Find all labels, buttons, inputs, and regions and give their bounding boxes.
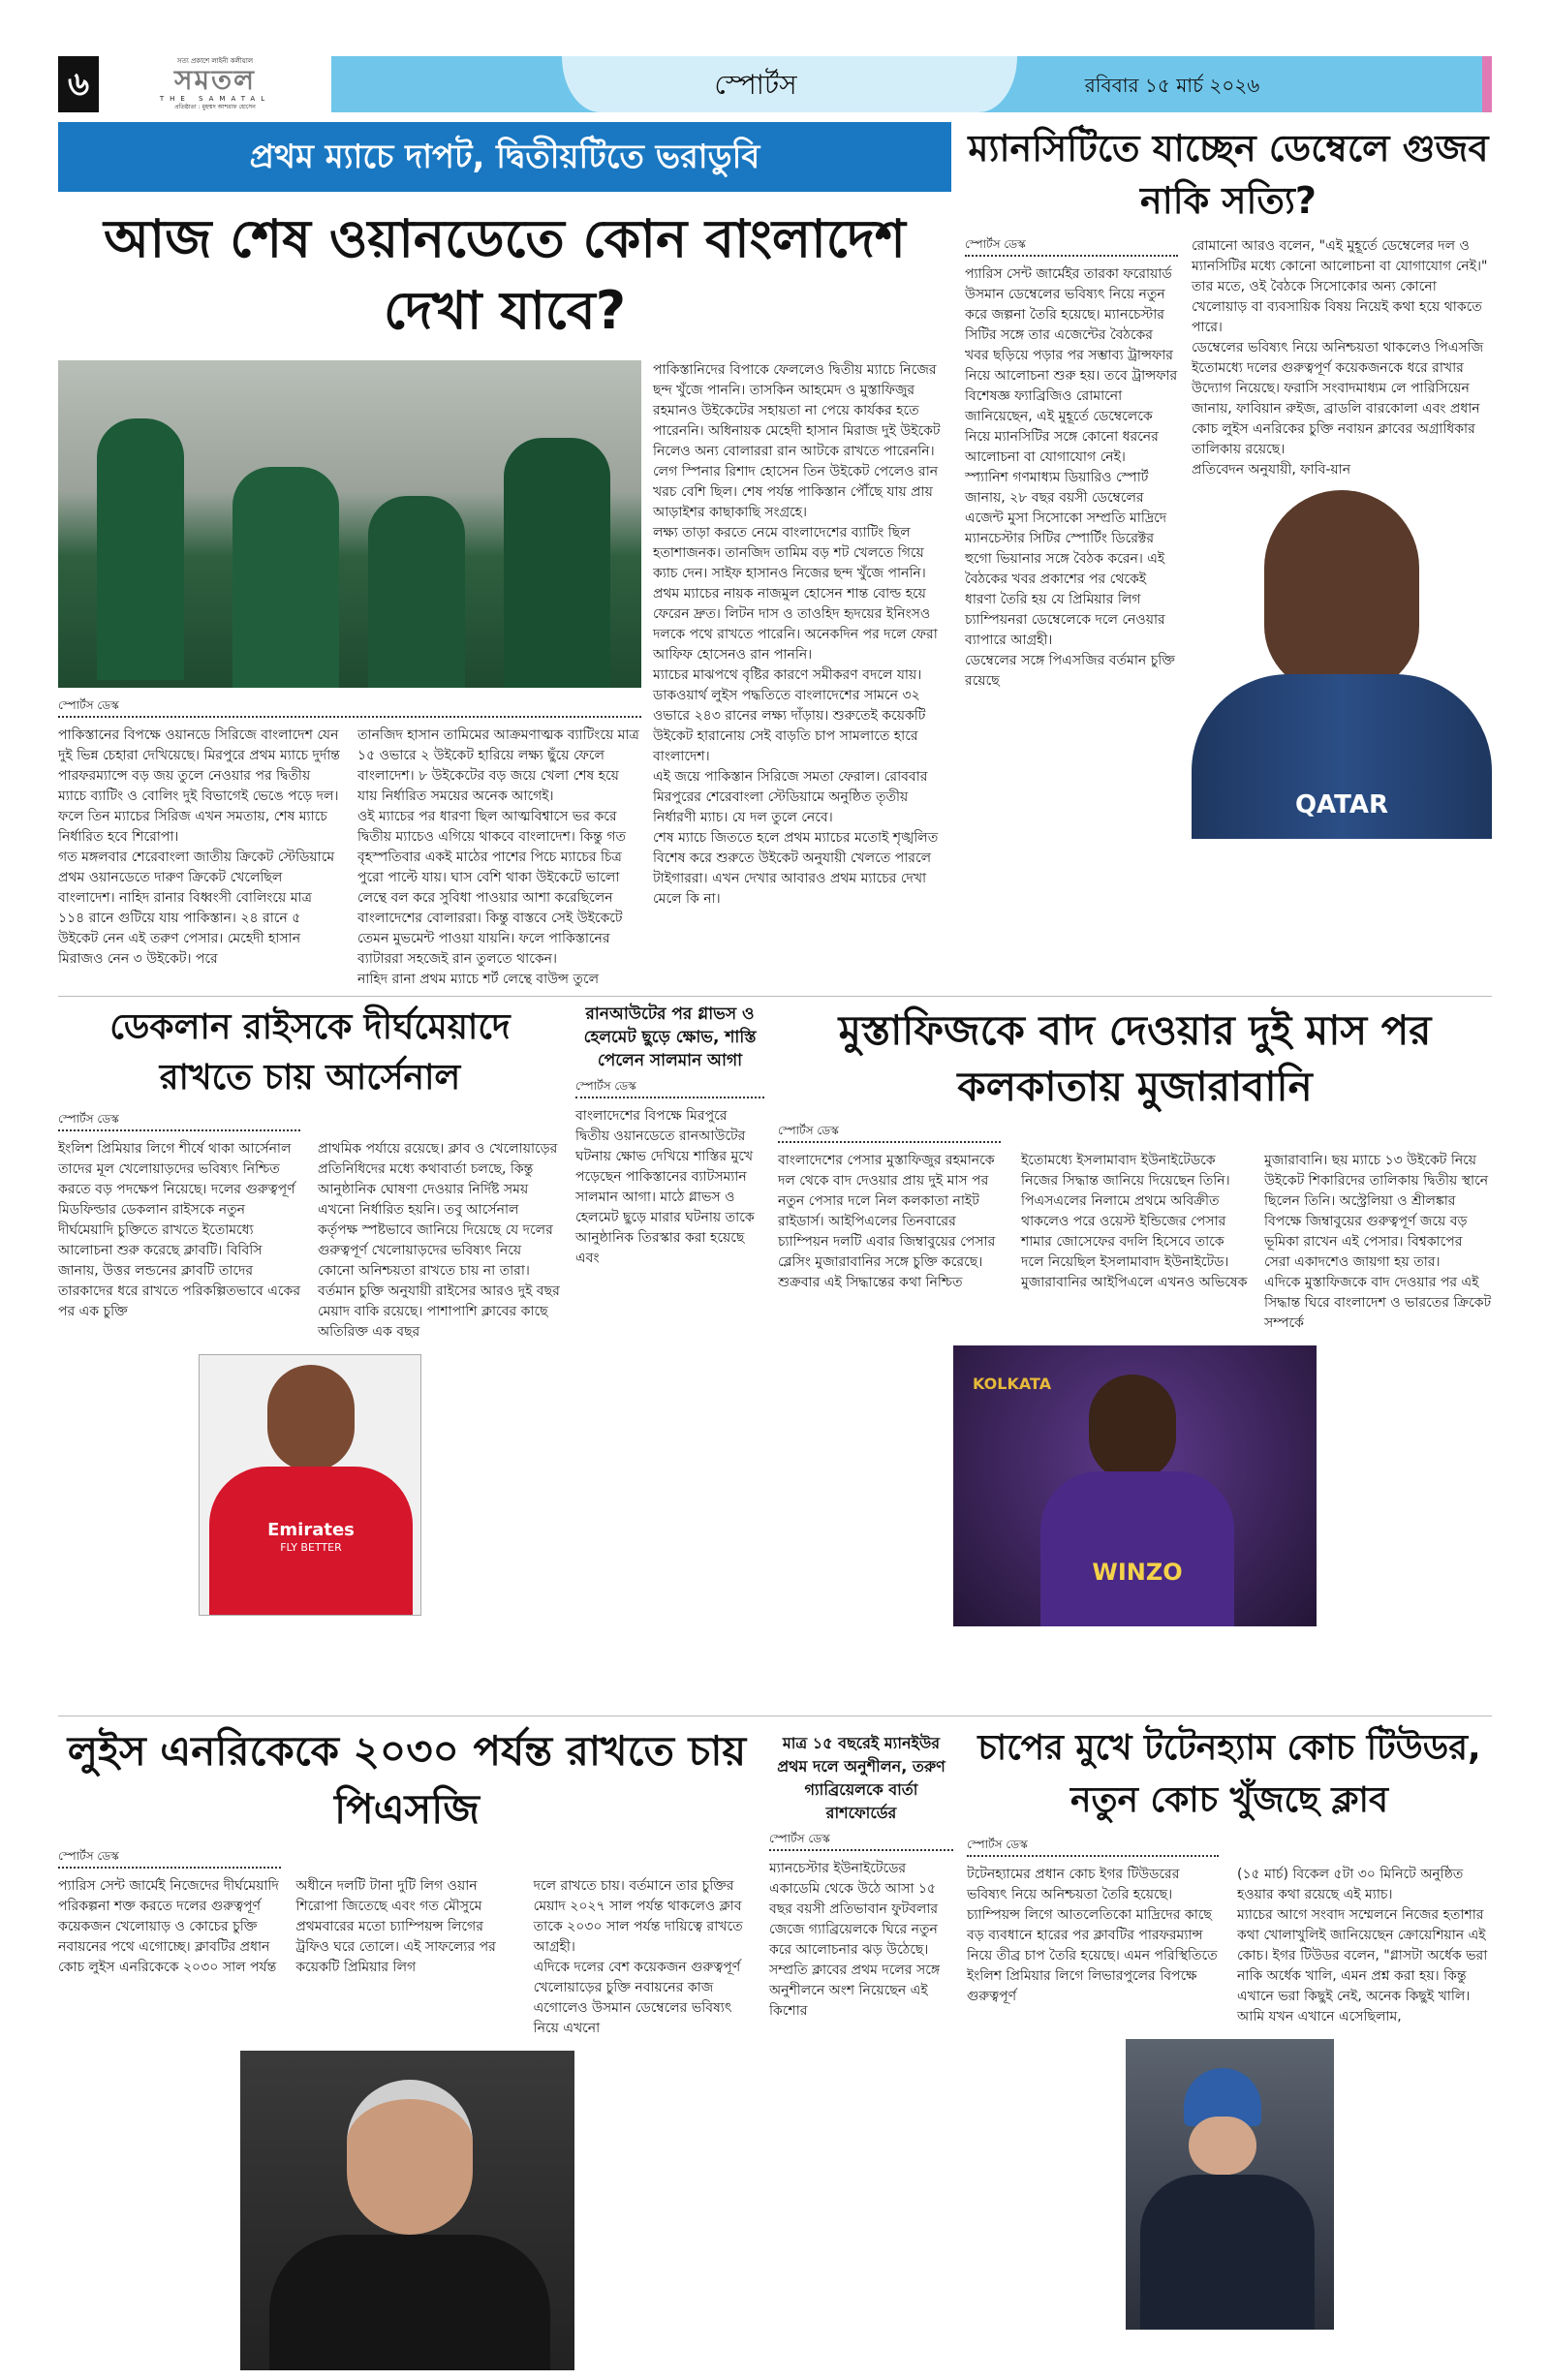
enrique-column-1 (58, 1876, 280, 1978)
paragraph: প্যারিস সেন্ট জার্মেই নিজেদের দীর্ঘমেয়াদি পরিকল্পনা শক্ত করতে দলের গুরুত্বপূর্ণ কয়েকজন খেলোয়াড় ও কোচের চুক্তি নবায়নের পথে এগোচ্ছে। ক্লাবটির প্রধান কোচ লুইস এনরিকেকে ২০৩০ সাল পর্যন্ত (58, 1878, 279, 1975)
lead-column-3 (653, 360, 951, 910)
page-content (58, 122, 1492, 2370)
divider (58, 1715, 1492, 1716)
mujarabani-photo (953, 1345, 1317, 1626)
dembele-headline: ম্যানসিটিতে যাচ্ছেন ডেম্বেলে গুজব নাকি সত্যি? (968, 127, 1489, 222)
paragraph: বাংলাদেশের পেসার মুস্তাফিজুর রহমানকে দল থেকে বাদ দেওয়ার প্রায় দুই মাস পর নতুন পেসার দলে নিল কলকাতা নাইট রাইডার্স। আইপিএলের তিনবারের চ্যাম্পিয়ন দলটি এবার জিম্বাবুয়ের পেসার ব্লেসিং মুজারাবানির সঙ্গে চুক্তি করেছে। শুক্রবার এই সিদ্ধান্তের কথা নিশ্চিত (778, 1153, 996, 1290)
header-accent-tab (1482, 56, 1492, 112)
rice-shirt-slogan: FLY BETTER (280, 1541, 342, 1554)
dembele-shirt-sponsor: QATAR (1294, 790, 1389, 819)
paragraph: শেষ ম্যাচে জিততে হলে প্রথম ম্যাচের মতোই শৃঙ্খলিত বিশেষ করে শুরুতে উইকেট অনুযায়ী খেলতে পারলে টাইগাররা। এখন দেখার আবারও প্রথম ম্যাচের দেখা মেলে কি না। (653, 830, 939, 907)
enrique-photo (240, 2051, 574, 2370)
enrique-article (58, 1722, 756, 2370)
mustafiz-byline: স্পোর্টস ডেস্ক (778, 1123, 1001, 1143)
section-title: স্পোর্টস (714, 69, 797, 101)
mustafiz-column-1 (778, 1151, 1006, 1293)
paragraph: লক্ষ্য তাড়া করতে নেমে বাংলাদেশের ব্যাটিং ছিল হতাশাজনক। তানজিদ তামিম বড় শট খেলতে গিয়ে ক্যাচ দেন। সাইফ হাসানও নিজের ছন্দ খুঁজে পাননি। প্রথম ম্যাচের নায়ক নাজমুল হোসেন শান্ত বোল্ড হয়ে ফেরেন দ্রুত। লিটন দাস ও তাওহিদ হৃদয়ের ইনিংসও দলকে পথে রাখতে পারেনি। অনেকদিন পর দলে ফেরা আফিফ হোসেনও রান পাননি। (653, 525, 938, 663)
paragraph: অধীনে দলটি টানা দুটি লিগ ওয়ান শিরোপা জিতেছে এবং গত মৌসুমে প্রথমবারের মতো চ্যাম্পিয়ন্স লিগের ট্রফিও ঘরে তোলে। এই সাফল্যের পর কয়েকটি প্রিমিয়ার লিগ (295, 1878, 496, 1975)
mustafiz-column-2 (1021, 1151, 1249, 1293)
paragraph: ইতোমধ্যে ইসলামাবাদ ইউনাইটেডকে নিজের সিদ্ধান্ত জানিয়ে দিয়েছেন তিনি। পিএসএলের নিলামে প্রথমে অবিক্রীত থাকলেও পরে ওয়েস্ট ইন্ডিজের পেসার শামার জোসেফের বদলি হিসেবে তাকে দলে নিয়েছিল ইসলামাবাদ ইউনাইটেড। মুজারাবানির আইপিএলে এখনও অভিষেক (1021, 1153, 1248, 1290)
paragraph: পাকিস্তানিদের বিপাকে ফেললেও দ্বিতীয় ম্যাচে নিজের ছন্দ খুঁজে পাননি। তাসকিন আহমেদ ও মুস্তাফিজুর রহমানও উইকেটের সহায়তা না পেয়ে কার্যকর হতে পারেননি। অধিনায়ক মেহেদী হাসান মিরাজ দুই উইকেট নিলেও অন্য বোলাররা রান আটকে রাখতে পারেননি। লেগ স্পিনার রিশাদ হোসেন তিন উইকেট পেলেও রান খরচ বেশি ছিল। শেষ পর্যন্ত পাকিস্তান পৌঁছে যায় প্রায় আড়াইশর কাছাকাছি সংগ্রহে। (653, 362, 941, 520)
paragraph: ম্যাচের মাঝপথে বৃষ্টির কারণে সমীকরণ বদলে যায়। ডাকওয়ার্থ লুইস পদ্ধতিতে বাংলাদেশের সামনে ৩২ ওভারে ২৪৩ রানের লক্ষ্য দাঁড়ায়। শুরুতেই কয়েকটি উইকেট হারানোয় সেই বাড়তি চাপ সামলাতে হারে বাংলাদেশ। (653, 667, 926, 764)
mustafiz-column-3 (1264, 1151, 1492, 1334)
logo-tagline: সত্য প্রকাশে লাইনী কলীয়াল (176, 57, 254, 65)
dembele-byline: স্পোর্টস ডেস্ক (965, 236, 1178, 257)
tudor-photo (1126, 2039, 1334, 2330)
rice-article (58, 1003, 562, 1616)
tudor-column-1 (967, 1865, 1222, 2007)
paragraph: প্রতিবেদন অনুযায়ী, ফাবি-য়ান (1192, 462, 1351, 478)
mustafiz-headline: মুস্তাফিজকে বাদ দেওয়ার দুই মাস পর কলকাতায় মুজারাবানি (838, 1006, 1432, 1110)
paragraph: বর্তমান চুক্তি অনুযায়ী রাইসের আরও দুই বছর মেয়াদ বাকি রয়েছে। পাশাপাশি ক্লাবের কাছে অতিরিক্ত এক বছর (318, 1283, 560, 1340)
rice-column-1 (58, 1139, 302, 1322)
paragraph: ওই ম্যাচের পর ধারণা ছিল আত্মবিশ্বাসে ভর করে দ্বিতীয় ম্যাচেও এগিয়ে থাকবে বাংলাদেশ। কিন্তু গত বৃহস্পতিবার একই মাঠের পাশের পিচে ম্যাচের চিত্র পুরো পাল্টে যায়। ঘাস বেশি থাকা উইকেটে ভালো লেন্থে বল করে সুবিধা পাওয়ার আশা করেছিলেন বাংলাদেশের বোলাররা। কিন্তু বাস্তবে সেই উইকেটে তেমন মুভমেন্ট পাওয়া যায়নি। ফলে পাকিস্তানের ব্যাটাররা সহজেই রান তুলতে থাকেন। (357, 809, 626, 967)
paragraph: রোমানো আরও বলেন, "এই মুহূর্তে ডেম্বেলের দল ও ম্যানসিটির মধ্যে কোনো আলোচনা বা যোগাযোগ নেই।" তার মতে, ওই বৈঠকে সিসোকোর অন্য কোনো খেলোয়াড় বা ব্যবসায়িক বিষয় নিয়েই কথা হয়ে থাকতে পারে। (1192, 238, 1488, 335)
paragraph: এদিকে দলের বেশ কয়েকজন গুরুত্বপূর্ণ খেলোয়াড়ের চুক্তি নবায়নের কাজ এগোলেও উসমান ডেম্বেলের ভবিষ্যৎ নিয়ে এখনো (533, 1960, 741, 2036)
paragraph: ম্যানচেস্টার ইউনাইটেডের একাডেমি থেকে উঠে আসা ১৫ বছর বয়সী প্রতিভাবান ফুটবলার জেজে গ্যাব্রিয়েলকে ঘিরে নতুন করে আলোচনার ঝড় উঠেছে। সম্প্রতি ক্লাবের প্রথম দলের সঙ্গে অনুশীলনে অংশ নিয়েছেন এই কিশোর (769, 1861, 941, 2019)
agha-byline: স্পোর্টস ডেস্ক (575, 1078, 764, 1098)
gabriel-byline: স্পোর্টস ডেস্ক (769, 1831, 953, 1851)
gabriel-column-1 (769, 1859, 953, 2022)
tudor-article (967, 1722, 1492, 2330)
paragraph: বাংলাদেশের বিপক্ষে মিরপুরে দ্বিতীয় ওয়ানডেতে রানআউটের ঘটনায় ক্ষোভ দেখিয়ে শাস্তির মুখে পড়েছেন পাকিস্তানের ব্যাটসম্যান সালমান আগা। মাঠে গ্লাভস ও হেলমেট ছুড়ে মারার ঘটনায় তাকে আনুষ্ঠানিক তিরস্কার করা হয়েছে এবং (575, 1108, 755, 1266)
paragraph: এই জয়ে পাকিস্তান সিরিজে সমতা ফেরাল। রোববার মিরপুরের শেরেবাংলা স্টেডিয়ামে অনুষ্ঠিত তৃতীয় নির্ধারণী ম্যাচ। যে দল তুলে নেবে। (653, 769, 928, 825)
logo-publisher: প্রতিষ্ঠাতা : মুহম্মদ আশরাফ হোসেন (174, 104, 256, 110)
dembele-photo (1192, 490, 1492, 839)
tudor-byline: স্পোর্টস ডেস্ক (967, 1837, 1219, 1857)
dembele-column-2 (1192, 236, 1492, 480)
logo-name: সমতল (174, 64, 256, 96)
paragraph: এদিকে মুস্তাফিজকে বাদ দেওয়ার পর এই সিদ্ধান্ত ঘিরে বাংলাদেশ ও ভারতের ক্রিকেট সম্পর্কে (1264, 1275, 1492, 1331)
page-number: ৬ (58, 56, 99, 112)
tudor-column-2 (1237, 1865, 1492, 2027)
paragraph: মুজারাবানি। ছয় ম্যাচে ১৩ উইকেট নিয়ে উইকেট শিকারিদের তালিকায় দ্বিতীয় স্থানে ছিলেন তিনি। অস্ট্রেলিয়া ও শ্রীলঙ্কার বিপক্ষে জিম্বাবুয়ের গুরুত্বপূর্ণ জয়ে বড় ভূমিকা রাখেন এই পেসার। বিশ্বকাপের সেরা একাদশেও জায়গা হয় তার। (1264, 1153, 1489, 1270)
enrique-headline: লুইস এনরিকেকে ২০৩০ পর্যন্ত রাখতে চায় পিএসজি (67, 1727, 747, 1833)
lead-kicker: প্রথম ম্যাচে দাপট, দ্বিতীয়টিতে ভরাডুবি (58, 122, 951, 192)
rice-shirt-sponsor: Emirates (267, 1520, 355, 1540)
lead-article (58, 122, 951, 990)
paragraph: নাহিদ রানা প্রথম ম্যাচে শর্ট লেন্থে বাউন্স তুলে (357, 972, 600, 987)
bangladesh-team-photo (58, 360, 641, 688)
tudor-headline: চাপের মুখে টটেনহ্যাম কোচ টিউডর, নতুন কোচ খুঁজছে ক্লাব (977, 1728, 1481, 1820)
enrique-column-3 (534, 1876, 756, 2039)
agha-headline: রানআউটের পর গ্লাভস ও হেলমেট ছুড়ে ক্ষোভ, শাস্তি পেলেন সালমান আগা (583, 1005, 757, 1070)
paragraph: ম্যাচের আগে সংবাদ সম্মেলনে নিজের হতাশার কথা খোলাখুলিই জানিয়েছেন ক্রোয়েশিয়ান এই কোচ। ইগর টিউডর বলেন, "গ্লাসটা অর্ধেক ভরা নাকি অর্ধেক খালি, এমন প্রশ্ন করা হয়। কিন্তু এখানে ভরা কিছুই নেই, অনেক কিছুই খালি। আমি যখন এখানে এসেছিলাম, (1237, 1907, 1488, 2025)
agha-article (575, 1003, 764, 1269)
paragraph: প্যারিস সেন্ট জার্মেইর তারকা ফরোয়ার্ড উসমান ডেম্বেলের ভবিষ্যৎ নিয়ে নতুন করে জল্পনা তৈরি হয়েছে। ম্যানচেস্টার সিটির সঙ্গে তার এজেন্টের বৈঠকের খবর ছড়িয়ে পড়ার পর সম্ভাব্য ট্রান্সফার নিয়ে আলোচনা শুরু হয়। তবে ট্রান্সফার বিশেষজ্ঞ ফ্যাব্রিজিও রোমানো জানিয়েছেন, এই মুহূর্তে ডেম্বেলেকে নিয়ে ম্যানসিটির সঙ্গে কোনো ধরনের আলোচনা বা যোগাযোগ নেই। (965, 266, 1178, 465)
lead-byline: স্পোর্টস ডেস্ক (58, 697, 641, 718)
gabriel-article (769, 1722, 953, 2022)
mujarabani-shirt-sponsor: WINZO (1092, 1559, 1183, 1586)
rice-headline: ডেকলান রাইসকে দীর্ঘমেয়াদে রাখতে চায় আর্সেনাল (109, 1007, 511, 1097)
divider (58, 996, 1492, 997)
paragraph: পাকিস্তানের বিপক্ষে ওয়ানডে সিরিজে বাংলাদেশ যেন দুই ভিন্ন চেহারা দেখিয়েছে। মিরপুরে প্রথম ম্যাচে দুর্দান্ত পারফরম্যান্সে বড় জয় তুলে নেওয়ার পর দ্বিতীয় ম্যাচে ব্যাটিং ও বোলিং দুই বিভাগেই ভেঙে পড়ে দল। ফলে তিন ম্যাচের সিরিজ এখন সমতায়, শেষ ম্যাচে নির্ধারিত হবে শিরোপা। (58, 727, 340, 845)
lead-headline: আজ শেষ ওয়ানডেতে কোন বাংলাদেশ দেখা যাবে? (104, 208, 906, 341)
rice-photo (199, 1354, 421, 1616)
agha-column-1 (575, 1106, 764, 1269)
mustafiz-article (778, 1003, 1492, 1626)
gabriel-headline: মাত্র ১৫ বছরেই ম্যানইউর প্রথম দলে অনুশীলন, তরুণ গ্যাব্রিয়েলকে বার্তা রাশফোর্ডের (777, 1734, 946, 1822)
paragraph: (১৫ মার্চ) বিকেল ৫টা ৩০ মিনিটে অনুষ্ঠিত হওয়ার কথা রয়েছে এই ম্যাচ। (1237, 1867, 1464, 1902)
issue-date: রবিবার ১৫ মার্চ ২০২৬ (1084, 74, 1260, 97)
dembele-article (965, 122, 1492, 839)
paragraph: ডেম্বেলের সঙ্গে পিএসজির বর্তমান চুক্তি রয়েছে (965, 653, 1175, 689)
paragraph: প্রাথমিক পর্যায়ে রয়েছে। ক্লাব ও খেলোয়াড়ের প্রতিনিধিদের মধ্যে কথাবার্তা চলছে, কিন্তু আনুষ্ঠানিক ঘোষণা দেওয়ার নির্দিষ্ট সময় এখনো নির্ধারিত হয়নি। তবু আর্সেনাল কর্তৃপক্ষ স্পষ্টভাবে জানিয়ে দিয়েছে যে দলের গুরুত্বপূর্ণ খেলোয়াড়দের ভবিষ্যৎ নিয়ে কোনো অনিশ্চয়তা রাখতে চায় না তারা। (318, 1141, 558, 1279)
rice-byline: স্পোর্টস ডেস্ক (58, 1111, 300, 1131)
paragraph: তানজিদ হাসান তামিমের আক্রমণাত্মক ব্যাটিংয়ে মাত্র ১৫ ওভারে ২ উইকেট হারিয়ে লক্ষ্য ছুঁয়ে ফেলে বাংলাদেশ। ৮ উইকেটের বড় জয়ে খেলা শেষ হয়ে যায় নির্ধারিত সময়ের অনেক আগেই। (357, 727, 639, 804)
paragraph: টটেনহ্যামের প্রধান কোচ ইগর টিউডরের ভবিষ্যৎ নিয়ে অনিশ্চয়তা তৈরি হয়েছে। চ্যাম্পিয়ন্স লিগে আতলেতিকো মাদ্রিদের কাছে বড় ব্যবধানে হারের পর ক্লাবটির পারফরম্যান্স নিয়ে তীব্র চাপ তৈরি হয়েছে। এমন পরিস্থিতিতে ইংলিশ প্রিমিয়ার লিগে লিভারপুলের বিপক্ষে গুরুত্বপূর্ণ (967, 1867, 1218, 2004)
enrique-byline: স্পোর্টস ডেস্ক (58, 1848, 281, 1869)
rice-column-2 (318, 1139, 562, 1343)
paragraph: স্প্যানিশ গণমাধ্যম ডিয়ারিও স্পোর্ট জানায়, ২৮ বছর বয়সী ডেম্বেলের এজেন্ট মুসা সিসোকো সম্প্রতি মাদ্রিদে ম্যানচেস্টার সিটির স্পোর্টিং ডিরেক্টর হুগো ভিয়ানার সঙ্গে বৈঠক করেন। এই বৈঠকের খবর প্রকাশের পর থেকেই ধারণা তৈরি হয় যে প্রিমিয়ার লিগ চ্যাম্পিয়নরা ডেম্বেলেকে দলে নেওয়ার ব্যাপারে আগ্রহী। (965, 470, 1167, 648)
lead-column-2 (357, 726, 641, 990)
kkr-logo-text: KOLKATA (973, 1375, 1052, 1393)
enrique-column-2 (295, 1876, 517, 1978)
lead-column-1 (58, 726, 342, 970)
paragraph: গত মঙ্গলবার শেরেবাংলা জাতীয় ক্রিকেট স্টেডিয়ামে প্রথম ওয়ানডেতে দারুণ ক্রিকেট খেলেছিল বাংলাদেশ। নাহিদ রানার বিধ্বংসী বোলিংয়ে মাত্র ১১৪ রানে গুটিয়ে যায় পাকিস্তান। ২৪ রানে ৫ উইকেট নেন এই তরুণ পেসার। মেহেদী হাসান মিরাজও নেন ৩ উইকেট। পরে (58, 850, 335, 967)
paragraph: দলে রাখতে চায়। বর্তমানে তার চুক্তির মেয়াদ ২০২৭ সাল পর্যন্ত থাকলেও ক্লাব তাকে ২০৩০ সাল পর্যন্ত দায়িত্বে রাখতে আগ্রহী। (533, 1878, 743, 1955)
logo-english: THE SAMATAL (159, 95, 271, 103)
dembele-column-1 (965, 264, 1178, 692)
newspaper-logo (99, 56, 331, 112)
paragraph: ডেম্বেলের ভবিষ্যৎ নিয়ে অনিশ্চয়তা থাকলেও পিএসজি ইতোমধ্যে দলের গুরুত্বপূর্ণ কয়েকজনকে ধরে রাখার উদ্যোগ নিয়েছে। ফরাসি সংবাদমাধ্যম লে পারিসিয়েন জানায়, ফাবিয়ান রুইজ, ব্রাডলি বারকোলা এবং প্রধান কোচ লুইস এনরিকের চুক্তি নবায়ন ক্লাবের অগ্রাধিকার তালিকায় রয়েছে। (1192, 340, 1484, 457)
paragraph: ইংলিশ প্রিমিয়ার লিগে শীর্ষে থাকা আর্সেনাল তাদের মূল খেলোয়াড়দের ভবিষ্যৎ নিশ্চিত করতে বড় পদক্ষেপ নিয়েছে। দলের গুরুত্বপূর্ণ মিডফিল্ডার ডেকলান রাইসকে নতুন দীর্ঘমেয়াদি চুক্তিতে রাখতে ইতোমধ্যে আলোচনা শুরু করেছে ক্লাবটি। বিবিসি জানায়, উত্তর লন্ডনের ক্লাবটি তাদের তারকাদের ধরে রাখতে পরিকল্পিতভাবে একের পর এক চুক্তি (58, 1141, 301, 1319)
